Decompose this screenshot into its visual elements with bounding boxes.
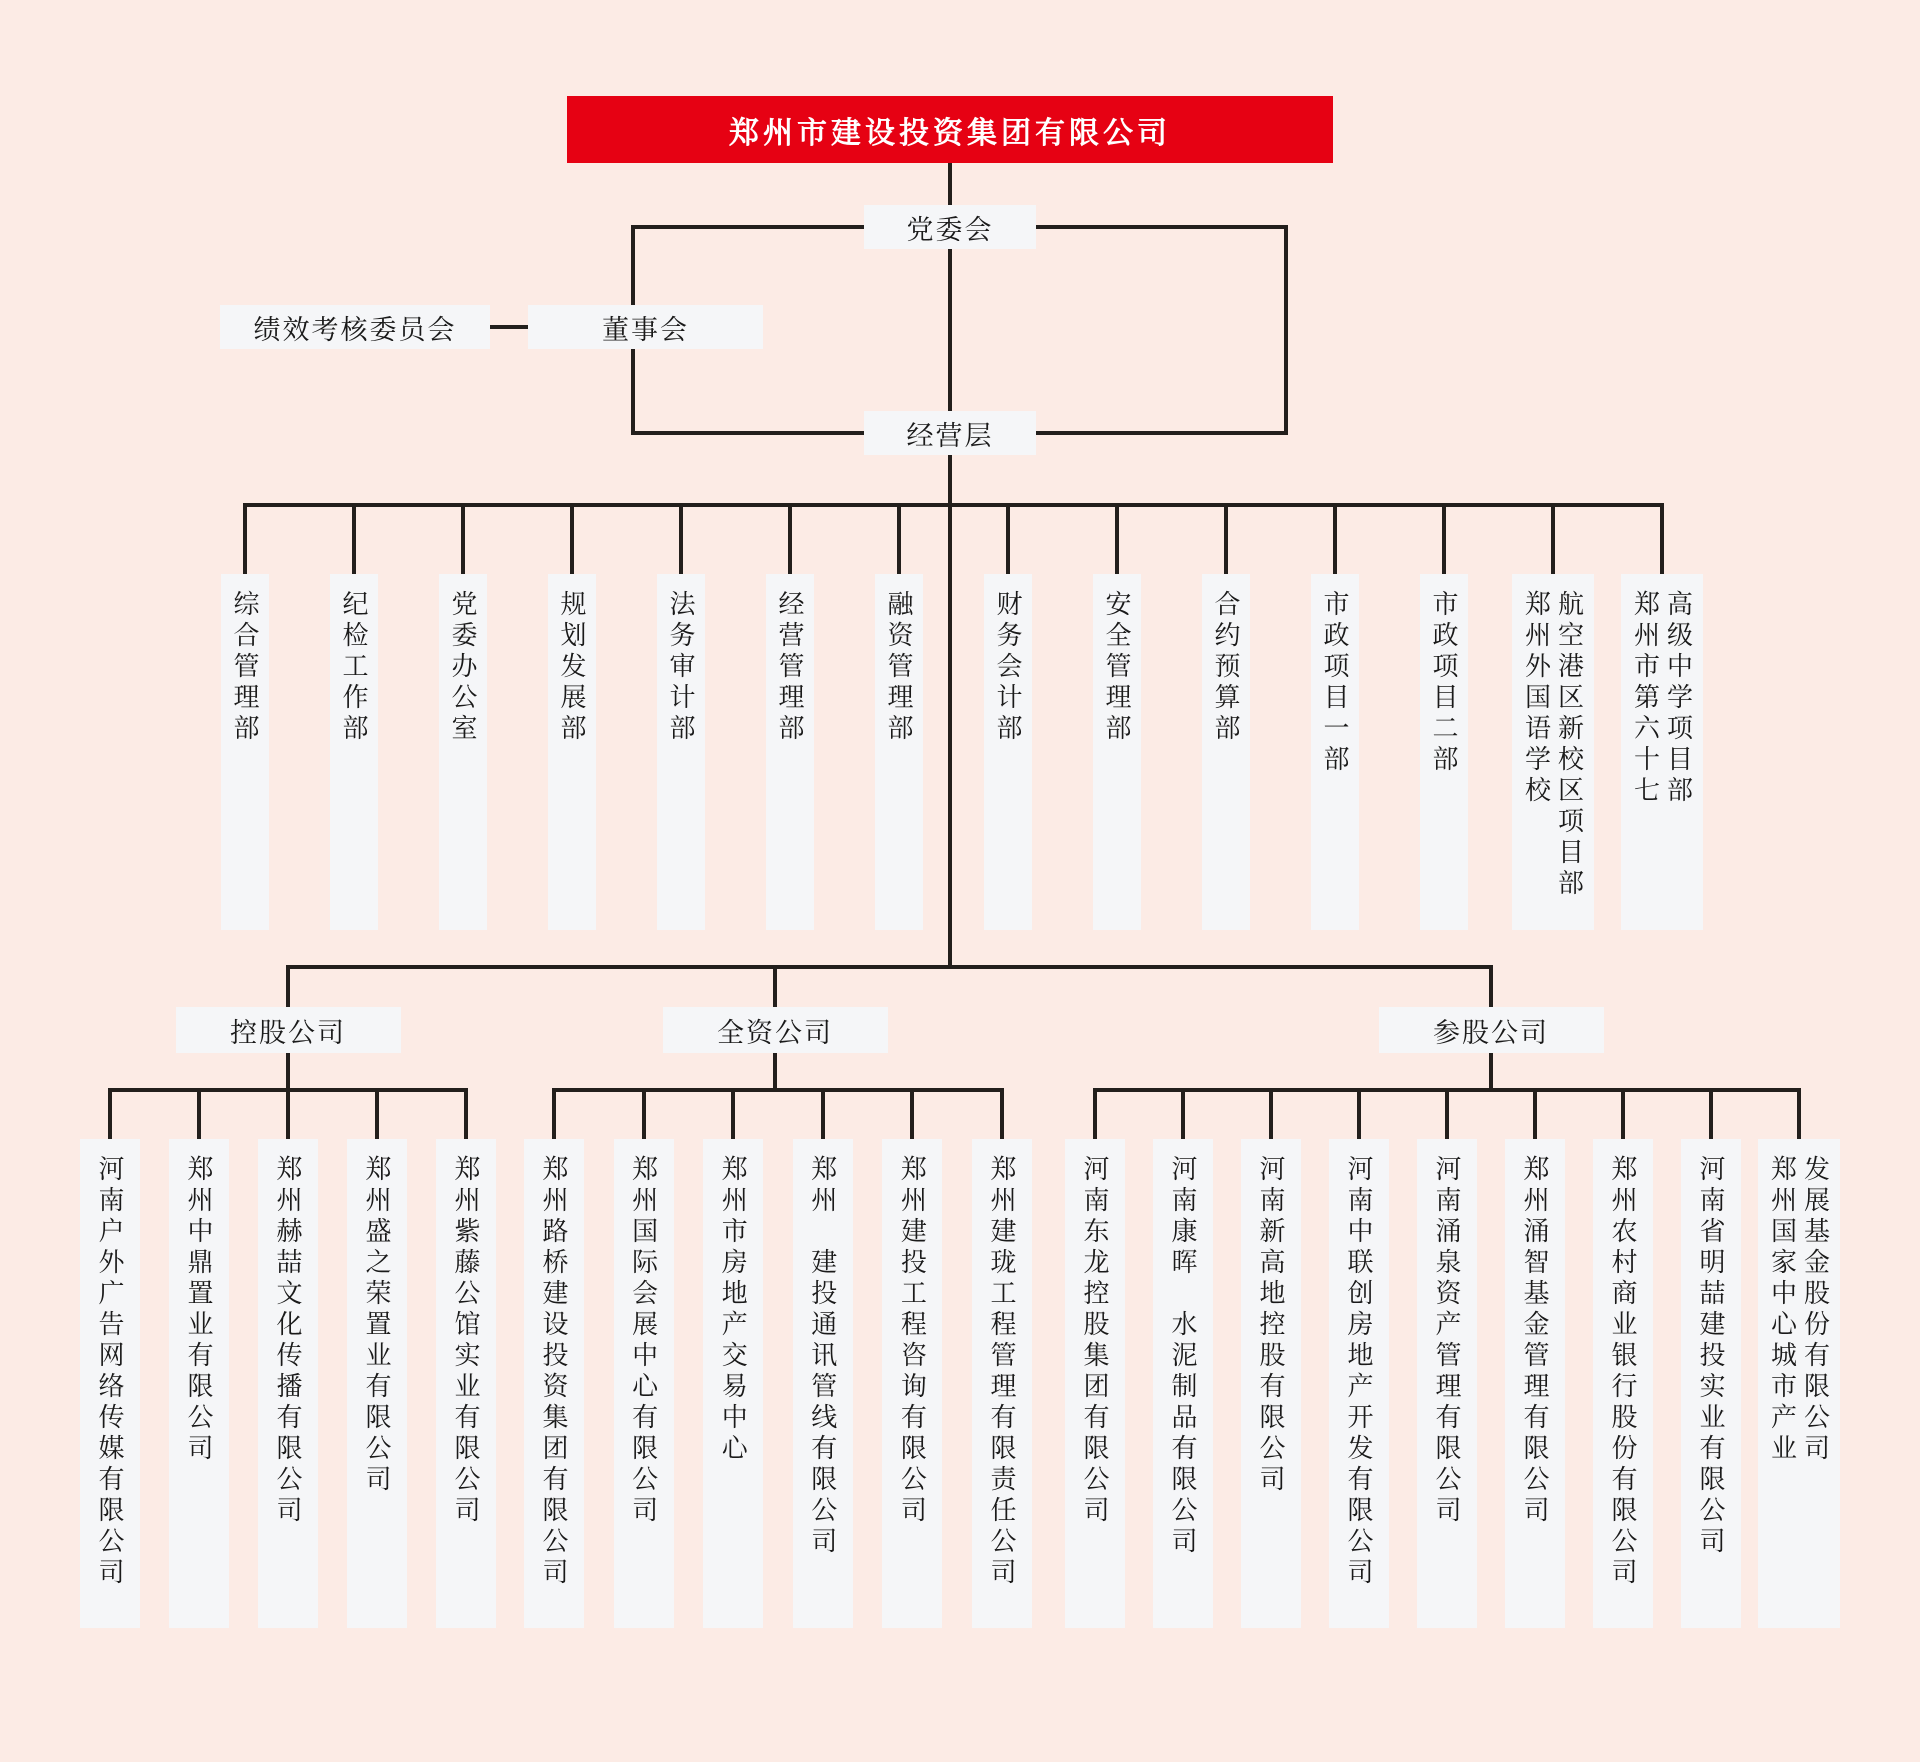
company-root-banner: 郑州市建设投资集团有限公司 xyxy=(567,96,1333,163)
vertical-text-line: 郑州农村商业银行股份有限公司 xyxy=(1608,1155,1638,1589)
connector-line xyxy=(773,967,777,1007)
company-box xyxy=(1681,1139,1741,1628)
vertical-text-line: 河南涌泉资产管理有限公司 xyxy=(1432,1155,1462,1527)
company-box xyxy=(614,1139,674,1628)
vertical-text-line: 郑州国际会展中心有限公司 xyxy=(628,1155,659,1527)
department-box xyxy=(1621,574,1703,930)
vertical-text-line: 市政项目二部 xyxy=(1429,590,1459,776)
company-box xyxy=(258,1139,318,1628)
company-box xyxy=(347,1139,407,1628)
connector-line xyxy=(821,1090,825,1139)
department-box xyxy=(657,574,705,930)
connector-line xyxy=(552,1088,1004,1092)
connector-line xyxy=(773,1053,777,1090)
connector-line xyxy=(197,1090,201,1139)
party-committee-box: 党委会 xyxy=(864,205,1036,249)
company-box xyxy=(1329,1139,1389,1628)
connector-line xyxy=(948,249,952,411)
connector-line xyxy=(375,1090,379,1139)
connector-line xyxy=(1489,967,1493,1007)
vertical-text-line: 郑州 建投通讯管线有限公司 xyxy=(807,1155,838,1558)
connector-line xyxy=(788,505,792,574)
group-label-box-2: 参股公司 xyxy=(1379,1007,1604,1053)
connector-line xyxy=(1006,505,1010,574)
connector-line xyxy=(631,225,864,229)
vertical-text-line: 纪检工作部 xyxy=(339,590,369,745)
connector-line xyxy=(948,455,952,967)
company-box xyxy=(169,1139,229,1628)
management-box: 经营层 xyxy=(864,411,1036,455)
connector-line xyxy=(286,1090,290,1139)
connector-line xyxy=(910,1090,914,1139)
connector-line xyxy=(1115,505,1119,574)
department-box xyxy=(766,574,814,930)
vertical-text-line: 规划发展部 xyxy=(557,590,587,745)
connector-line xyxy=(490,325,528,329)
vertical-text-line: 航空港区新校区项目部 xyxy=(1554,590,1585,900)
group-label-box-1: 全资公司 xyxy=(663,1007,888,1053)
vertical-text-line: 融资管理部 xyxy=(884,590,914,745)
vertical-text-line: 郑州中鼎置业有限公司 xyxy=(184,1155,214,1465)
connector-line xyxy=(108,1090,112,1139)
vertical-text-line: 市政项目一部 xyxy=(1320,590,1350,776)
connector-line xyxy=(461,505,465,574)
vertical-text-line: 财务会计部 xyxy=(993,590,1023,745)
vertical-text-line: 郑州国家中心城市产业 xyxy=(1767,1155,1798,1465)
company-box xyxy=(1758,1139,1840,1628)
vertical-text-line: 郑州盛之荣置业有限公司 xyxy=(362,1155,392,1496)
vertical-text-line: 郑州外国语学校 xyxy=(1521,590,1552,807)
connector-line xyxy=(679,505,683,574)
company-box xyxy=(703,1139,763,1628)
connector-line xyxy=(352,505,356,574)
connector-line xyxy=(1036,431,1288,435)
company-box xyxy=(793,1139,853,1628)
company-box xyxy=(80,1139,140,1628)
connector-line xyxy=(1333,505,1337,574)
company-box xyxy=(882,1139,942,1628)
vertical-text-line: 河南中联创房地产开发有限公司 xyxy=(1344,1155,1374,1589)
connector-line xyxy=(1093,1090,1097,1139)
department-box xyxy=(330,574,378,930)
connector-line xyxy=(1357,1090,1361,1139)
connector-line xyxy=(286,967,290,1007)
connector-line xyxy=(1269,1090,1273,1139)
vertical-text-line: 安全管理部 xyxy=(1102,590,1132,745)
connector-line xyxy=(1551,505,1555,574)
vertical-text-line: 河南省明喆建投实业有限公司 xyxy=(1696,1155,1726,1558)
vertical-text-line: 郑州市房地产交易中心 xyxy=(718,1155,749,1465)
connector-line xyxy=(570,505,574,574)
department-box xyxy=(439,574,487,930)
vertical-text-line: 郑州涌智基金管理有限公司 xyxy=(1520,1155,1550,1527)
connector-line xyxy=(1442,505,1446,574)
connector-line xyxy=(286,1053,290,1090)
group-label-box-0: 控股公司 xyxy=(176,1007,401,1053)
vertical-text-line: 郑州赫喆文化传播有限公司 xyxy=(273,1155,303,1527)
connector-line xyxy=(1533,1090,1537,1139)
connector-line xyxy=(1489,1053,1493,1090)
vertical-text-line: 郑州紫藤公馆实业有限公司 xyxy=(451,1155,481,1527)
department-box xyxy=(1202,574,1250,930)
connector-line xyxy=(1709,1090,1713,1139)
vertical-text-line: 郑州市第六十七 xyxy=(1630,590,1661,807)
connector-line xyxy=(1660,505,1664,574)
vertical-text-line: 河南东龙控股集团有限公司 xyxy=(1080,1155,1110,1527)
connector-line xyxy=(552,1090,556,1139)
connector-line xyxy=(948,163,952,205)
department-box xyxy=(1512,574,1594,930)
vertical-text-line: 河南户外广告网络传媒有限公司 xyxy=(95,1155,125,1589)
connector-line xyxy=(631,431,864,435)
company-box xyxy=(1593,1139,1653,1628)
connector-line xyxy=(731,1090,735,1139)
connector-line xyxy=(897,505,901,574)
department-box xyxy=(1093,574,1141,930)
vertical-text-line: 党委办公室 xyxy=(448,590,478,745)
department-box xyxy=(221,574,269,930)
board-box: 董事会 xyxy=(528,305,763,349)
vertical-text-line: 合约预算部 xyxy=(1211,590,1241,745)
department-box xyxy=(1311,574,1359,930)
vertical-text-line: 郑州建珑工程管理有限责任公司 xyxy=(987,1155,1017,1589)
company-box xyxy=(1417,1139,1477,1628)
company-box xyxy=(1153,1139,1213,1628)
vertical-text-line: 高级中学项目部 xyxy=(1663,590,1694,807)
department-box xyxy=(984,574,1032,930)
company-box xyxy=(524,1139,584,1628)
connector-line xyxy=(1181,1090,1185,1139)
connector-line xyxy=(1284,225,1288,435)
vertical-text-line: 郑州建投工程咨询有限公司 xyxy=(897,1155,928,1527)
department-box xyxy=(548,574,596,930)
connector-line xyxy=(1036,225,1288,229)
connector-line xyxy=(1224,505,1228,574)
vertical-text-line: 河南新高地控股有限公司 xyxy=(1256,1155,1286,1496)
connector-line xyxy=(1621,1090,1625,1139)
vertical-text-line: 郑州路桥建设投资集团有限公司 xyxy=(539,1155,569,1589)
company-box xyxy=(1065,1139,1125,1628)
connector-line xyxy=(1000,1090,1004,1139)
connector-line xyxy=(1797,1090,1801,1139)
vertical-text-line: 河南康晖 水泥制品有限公司 xyxy=(1168,1155,1198,1558)
connector-line xyxy=(243,503,1664,507)
company-box xyxy=(972,1139,1032,1628)
connector-line xyxy=(286,965,1493,969)
performance-committee-box: 绩效考核委员会 xyxy=(220,305,490,349)
vertical-text-line: 发展基金股份有限公司 xyxy=(1800,1155,1831,1465)
company-box xyxy=(1241,1139,1301,1628)
connector-line xyxy=(243,505,247,574)
department-box xyxy=(875,574,923,930)
department-box xyxy=(1420,574,1468,930)
connector-line xyxy=(1445,1090,1449,1139)
company-box xyxy=(436,1139,496,1628)
vertical-text-line: 经营管理部 xyxy=(775,590,805,745)
company-box xyxy=(1505,1139,1565,1628)
connector-line xyxy=(642,1090,646,1139)
vertical-text-line: 法务审计部 xyxy=(666,590,696,745)
vertical-text-line: 综合管理部 xyxy=(230,590,260,745)
connector-line xyxy=(464,1090,468,1139)
